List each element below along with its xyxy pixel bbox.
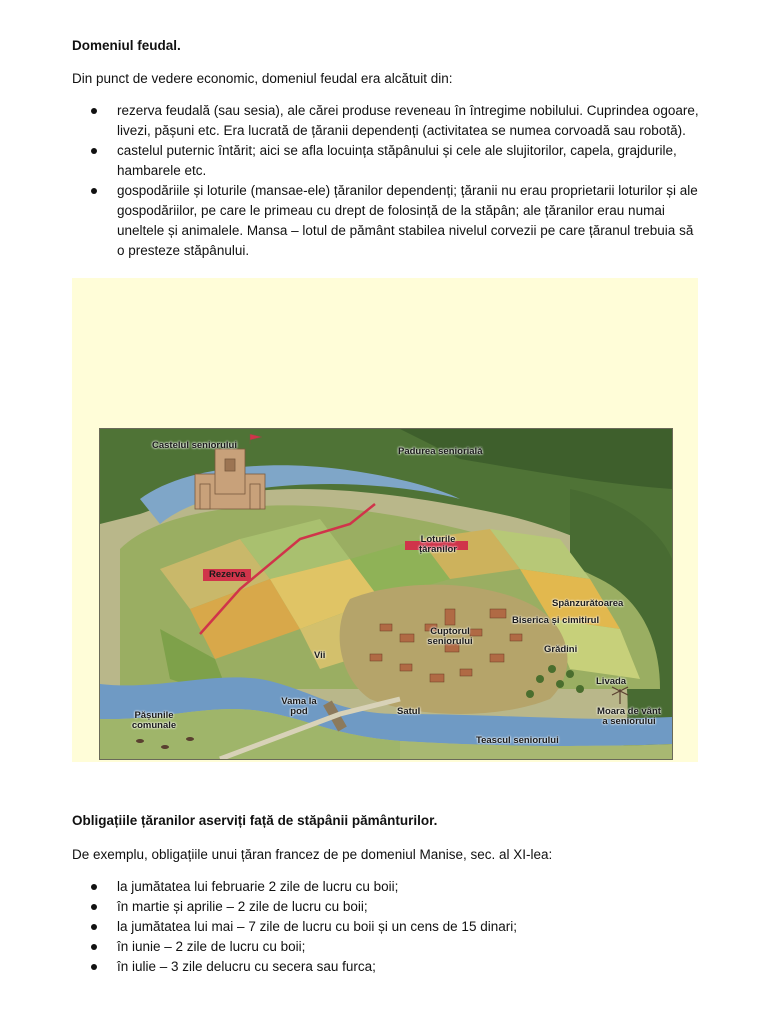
bullet-icon [91, 148, 97, 154]
map-illustration [100, 429, 672, 759]
document-title: Domeniul feudal. [72, 38, 181, 53]
list-item: gospodăriile și loturile (mansae-ele) țăranilor dependenți; țăranii nu erau proprietarii loturilor și ale gospodăriilor, pe care le primeau cu drept de folosință de la stăpân; ale țăranilor erau numai uneltele și animalele. Mansa – lotul de pământ stabilea nivelul corvezii pe care țăranul trebuia să o presteze stăpânului. [72, 181, 700, 261]
map-label-reserve: Rezerva [203, 569, 251, 581]
bullet-icon [91, 944, 97, 950]
bullet-icon [91, 964, 97, 970]
map-label-orchard: Livada [596, 676, 627, 687]
map-label-gallows: Spânzurătoarea [552, 598, 624, 609]
bullet-icon [91, 108, 97, 114]
obligations-list [72, 877, 700, 977]
list-item: în iunie – 2 zile de lucru cu boii; [72, 937, 700, 957]
list-item: la jumătatea lui mai – 7 zile de lucru cu boii și un cens de 15 dinari; [72, 917, 700, 937]
map-label-castle: Castelul seniorului [152, 440, 237, 451]
list-item: castelul puternic întărit; aici se afla locuința stăpânului și cele ale slujitorilor, capela, grajdurile, hambarele etc. [72, 141, 700, 181]
illustration-background [72, 278, 698, 762]
map-label-gardens: Grădini [544, 644, 578, 655]
map-label-church: Biserica și cimitirul [512, 615, 600, 626]
bullet-icon [91, 904, 97, 910]
map-label-winepress: Teascul seniorului [476, 735, 559, 746]
list-item: la jumătatea lui februarie 2 zile de lucru cu boii; [72, 877, 700, 897]
intro-paragraph: Din punct de vedere economic, domeniul feudal era alcătuit din: [72, 71, 453, 86]
map-label-oven: Cuptorul seniorului [427, 626, 473, 647]
obligations-intro: De exemplu, obligațiile unui țăran francez de pe domeniul Manise, sec. al XI-lea: [72, 847, 553, 862]
bullet-icon [91, 884, 97, 890]
map-label-forest: Padurea seniorială [398, 446, 483, 457]
list-item: în iulie – 3 zile delucru cu secera sau furca; [72, 957, 700, 977]
map-label-vineyards: Vii [314, 650, 326, 661]
map-label-peasant-plots: Loturile țăranilor [418, 534, 457, 555]
map-label-windmill: Moara de vânt a seniorului [597, 706, 661, 727]
bullet-icon [91, 924, 97, 930]
feudal-domain-map [99, 428, 673, 760]
map-label-village: Satul [397, 706, 421, 717]
obligations-title: Obligațiile țăranilor aserviți față de stăpânii pământurilor. [72, 813, 438, 828]
list-item: în martie și aprilie – 2 zile de lucru cu boii; [72, 897, 700, 917]
map-label-pastures: Pășunile comunale [131, 710, 177, 731]
map-label-toll-bridge: Vama la pod [281, 696, 317, 717]
list-item: rezerva feudală (sau sesia), ale cărei produse reveneau în întregime nobilului. Cuprindea ogoare, livezi, pășuni etc. Era lucrată de țăranii dependenți (activitatea se numea corvoadă sau robotă). [72, 101, 700, 141]
components-list [72, 101, 700, 261]
bullet-icon [91, 188, 97, 194]
